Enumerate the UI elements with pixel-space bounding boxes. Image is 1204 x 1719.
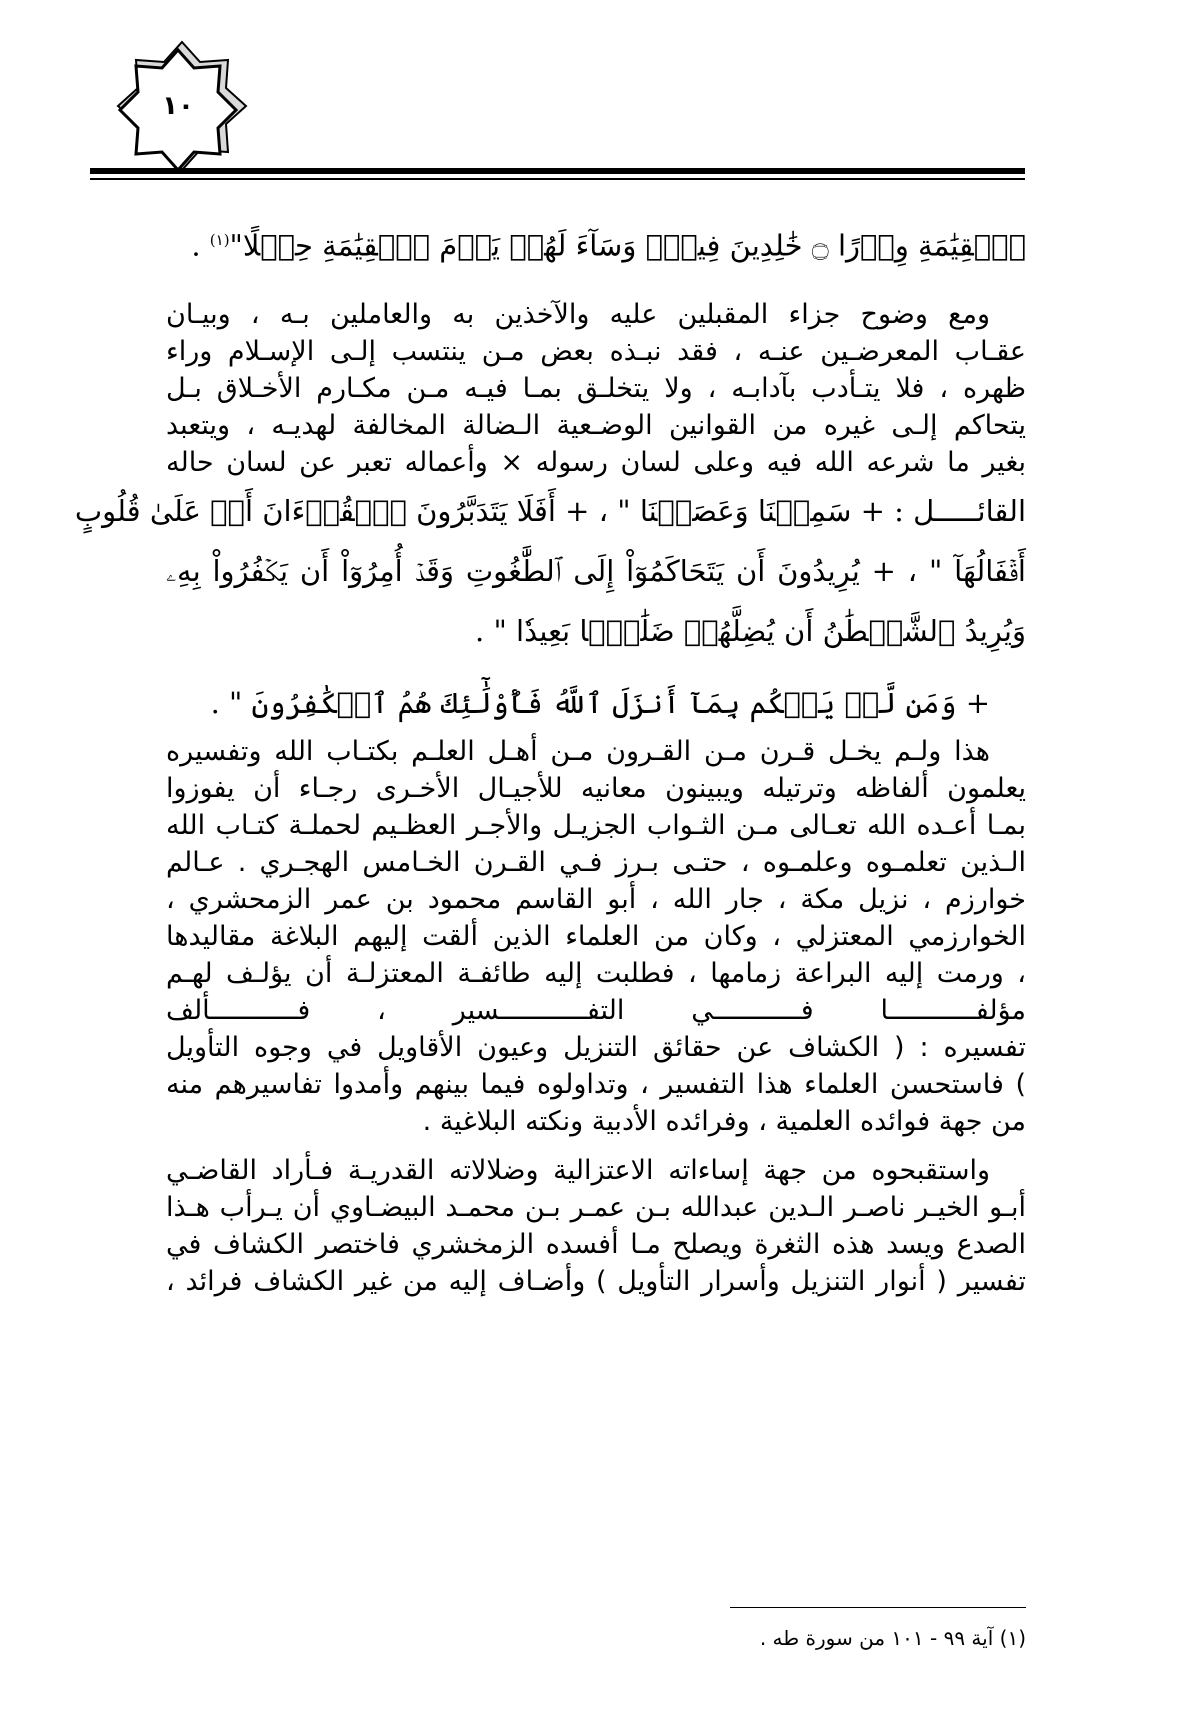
- header-rule: [90, 168, 1025, 174]
- text-line: ) فاستحسن العلماء هذا التفسير ، وتداولوه فيما بينهم وأمدوا تفاسيرهم منه: [166, 1068, 1026, 1100]
- text-line: خوارزم ، نزيل مكة ، جار الله ، أبو القاسم محمود بن عمر الزمحشري ،: [166, 883, 1026, 915]
- verse-line: أَقۡفَالُهَآ " ، + يُرِيدُونَ أَن يَتَحَاكَمُوٓاْ إِلَى ٱلطَّٰغُوتِ وَقَدۡ أُمِرُوٓاْ أَن يَكۡفُرُواْ بِهِۦ: [166, 553, 1026, 588]
- verse-block: [74, 481, 1026, 733]
- footnote-ref: (١): [209, 231, 230, 249]
- text-line: الصدع ويسد هذه الثغرة ويصلح مـا أفسده الزمخشري فاختصر الكشاف في: [166, 1228, 1026, 1260]
- text-line: أبـو الخيـر ناصـر الـدين عبدالله بـن عمـر بـن محمـد البيضـاوي أن يـرأب هـذا: [166, 1191, 1026, 1223]
- text-line: واستقبحوه من جهة إساءاته الاعتزالية وضلالاته القدريـة فـأراد القاضـي: [166, 1154, 990, 1186]
- text-line: ومع وضوح جزاء المقبلين عليه والآخذين به والعاملين بـه ، وبيـان: [166, 298, 990, 330]
- text-line: بغير ما شرعه الله فيه وعلى لسان رسوله × وأعماله تعبر عن لسان حاله: [166, 446, 1026, 478]
- verse-line: + وَمَن لَّمۡ يَحۡكُم بِمَآ أَنزَلَ ٱللَّهُ فَأُوْلَٰٓئِكَ هُمُ ٱلۡكَٰفِرُونَ " .: [210, 685, 990, 720]
- paragraph-1: [166, 296, 1026, 481]
- text-line: ظهره ، فلا يتـأدب بآدابـه ، ولا يتخلـق بمـا فيـه مـن مكـارم الأخـلاق بـل: [166, 372, 1026, 404]
- text-line: يعلمون ألفاظه وترتيله ويبينون معانيه للأجيـال الأخـرى رجـاء أن يفوزوا: [166, 772, 1026, 804]
- verse-line: وَيُرِيدُ ٱلشَّيۡطَٰنُ أَن يُضِلَّهُمۡ ضَلَٰلَۢا بَعِيدٗا " .: [475, 613, 1026, 648]
- text-line: تفسير ( أنوار التنزيل وأسرار التأويل ) وأضـاف إليه من غير الكشاف فرائد ،: [166, 1265, 1026, 1297]
- paragraph-2: [166, 733, 1026, 1140]
- text-line: بمـا أعـده الله تعـالى مـن الثـواب الجزيـل والأجـر العظـيم لحملـة كتـاب الله: [166, 809, 1026, 841]
- footnote: (١) آية ٩٩ - ١٠١ من سورة طه .: [759, 1626, 1026, 1650]
- paragraph-3: [166, 1152, 1026, 1300]
- page-number: ١٠: [162, 91, 194, 121]
- verse-top-end: .: [191, 228, 210, 263]
- text-line: الخوارزمي المعتزلي ، وكان من العلماء الذين ألقت إليهم البلاغة مقاليدها: [166, 920, 1026, 952]
- text-line: عقـاب المعرضـين عنـه ، فقد نبـذه بعض مـن ينتسب إلـى الإسـلام وراء: [166, 335, 1026, 367]
- text-line: مؤلفـــــــــــا فـــــــــــي التفـــــــــــسير ، فـــــــــــألف: [166, 994, 1026, 1026]
- text-line: من جهة فوائده العلمية ، وفرائده الأدبية ونكته البلاغية .: [422, 1105, 1026, 1137]
- footnote-rule: [730, 1607, 1026, 1608]
- verse-top-text: ٱلۡقِيَٰمَةِ وِزۡرًا ۝ خَٰلِدِينَ فِيهِۖ وَسَآءَ لَهُمۡ يَوۡمَ ٱلۡقِيَٰمَةِ حِمۡلًا": [229, 228, 1026, 263]
- verse-top: [166, 210, 1026, 276]
- text-line: ، ورمت إليه البراعة زمامها ، فطلبت إليه طائفـة المعتزلـة أن يؤلـف لهـم: [166, 957, 1026, 989]
- header-rule-thin: [90, 178, 1025, 180]
- text-line: الـذين تعلمـوه وعلمـوه ، حتـى بـرز فـي القـرن الخـامس الهجـري . عـالم: [166, 846, 1026, 878]
- text-line: يتحاكم إلـى غيره من القوانين الوضـعية الـضالة المخالفة لهديـه ، ويتعبد: [166, 409, 1026, 441]
- text-line: تفسيره : ( الكشاف عن حقائق التنزيل وعيون الأقاويل في وجوه التأويل: [166, 1031, 1026, 1063]
- verse-line: القائـــــل : + سَمِعۡنَا وَعَصَيۡنَا " ، + أَفَلَا يَتَدَبَّرُونَ ٱلۡقُرۡءَانَ أَمۡ عَلَىٰ قُلُوبٍ: [74, 493, 1026, 528]
- text-line: هذا ولـم يخـل قـرن مـن القـرون مـن أهـل العلـم بكتـاب الله وتفسيره: [166, 735, 990, 767]
- page-body: [74, 210, 1026, 1300]
